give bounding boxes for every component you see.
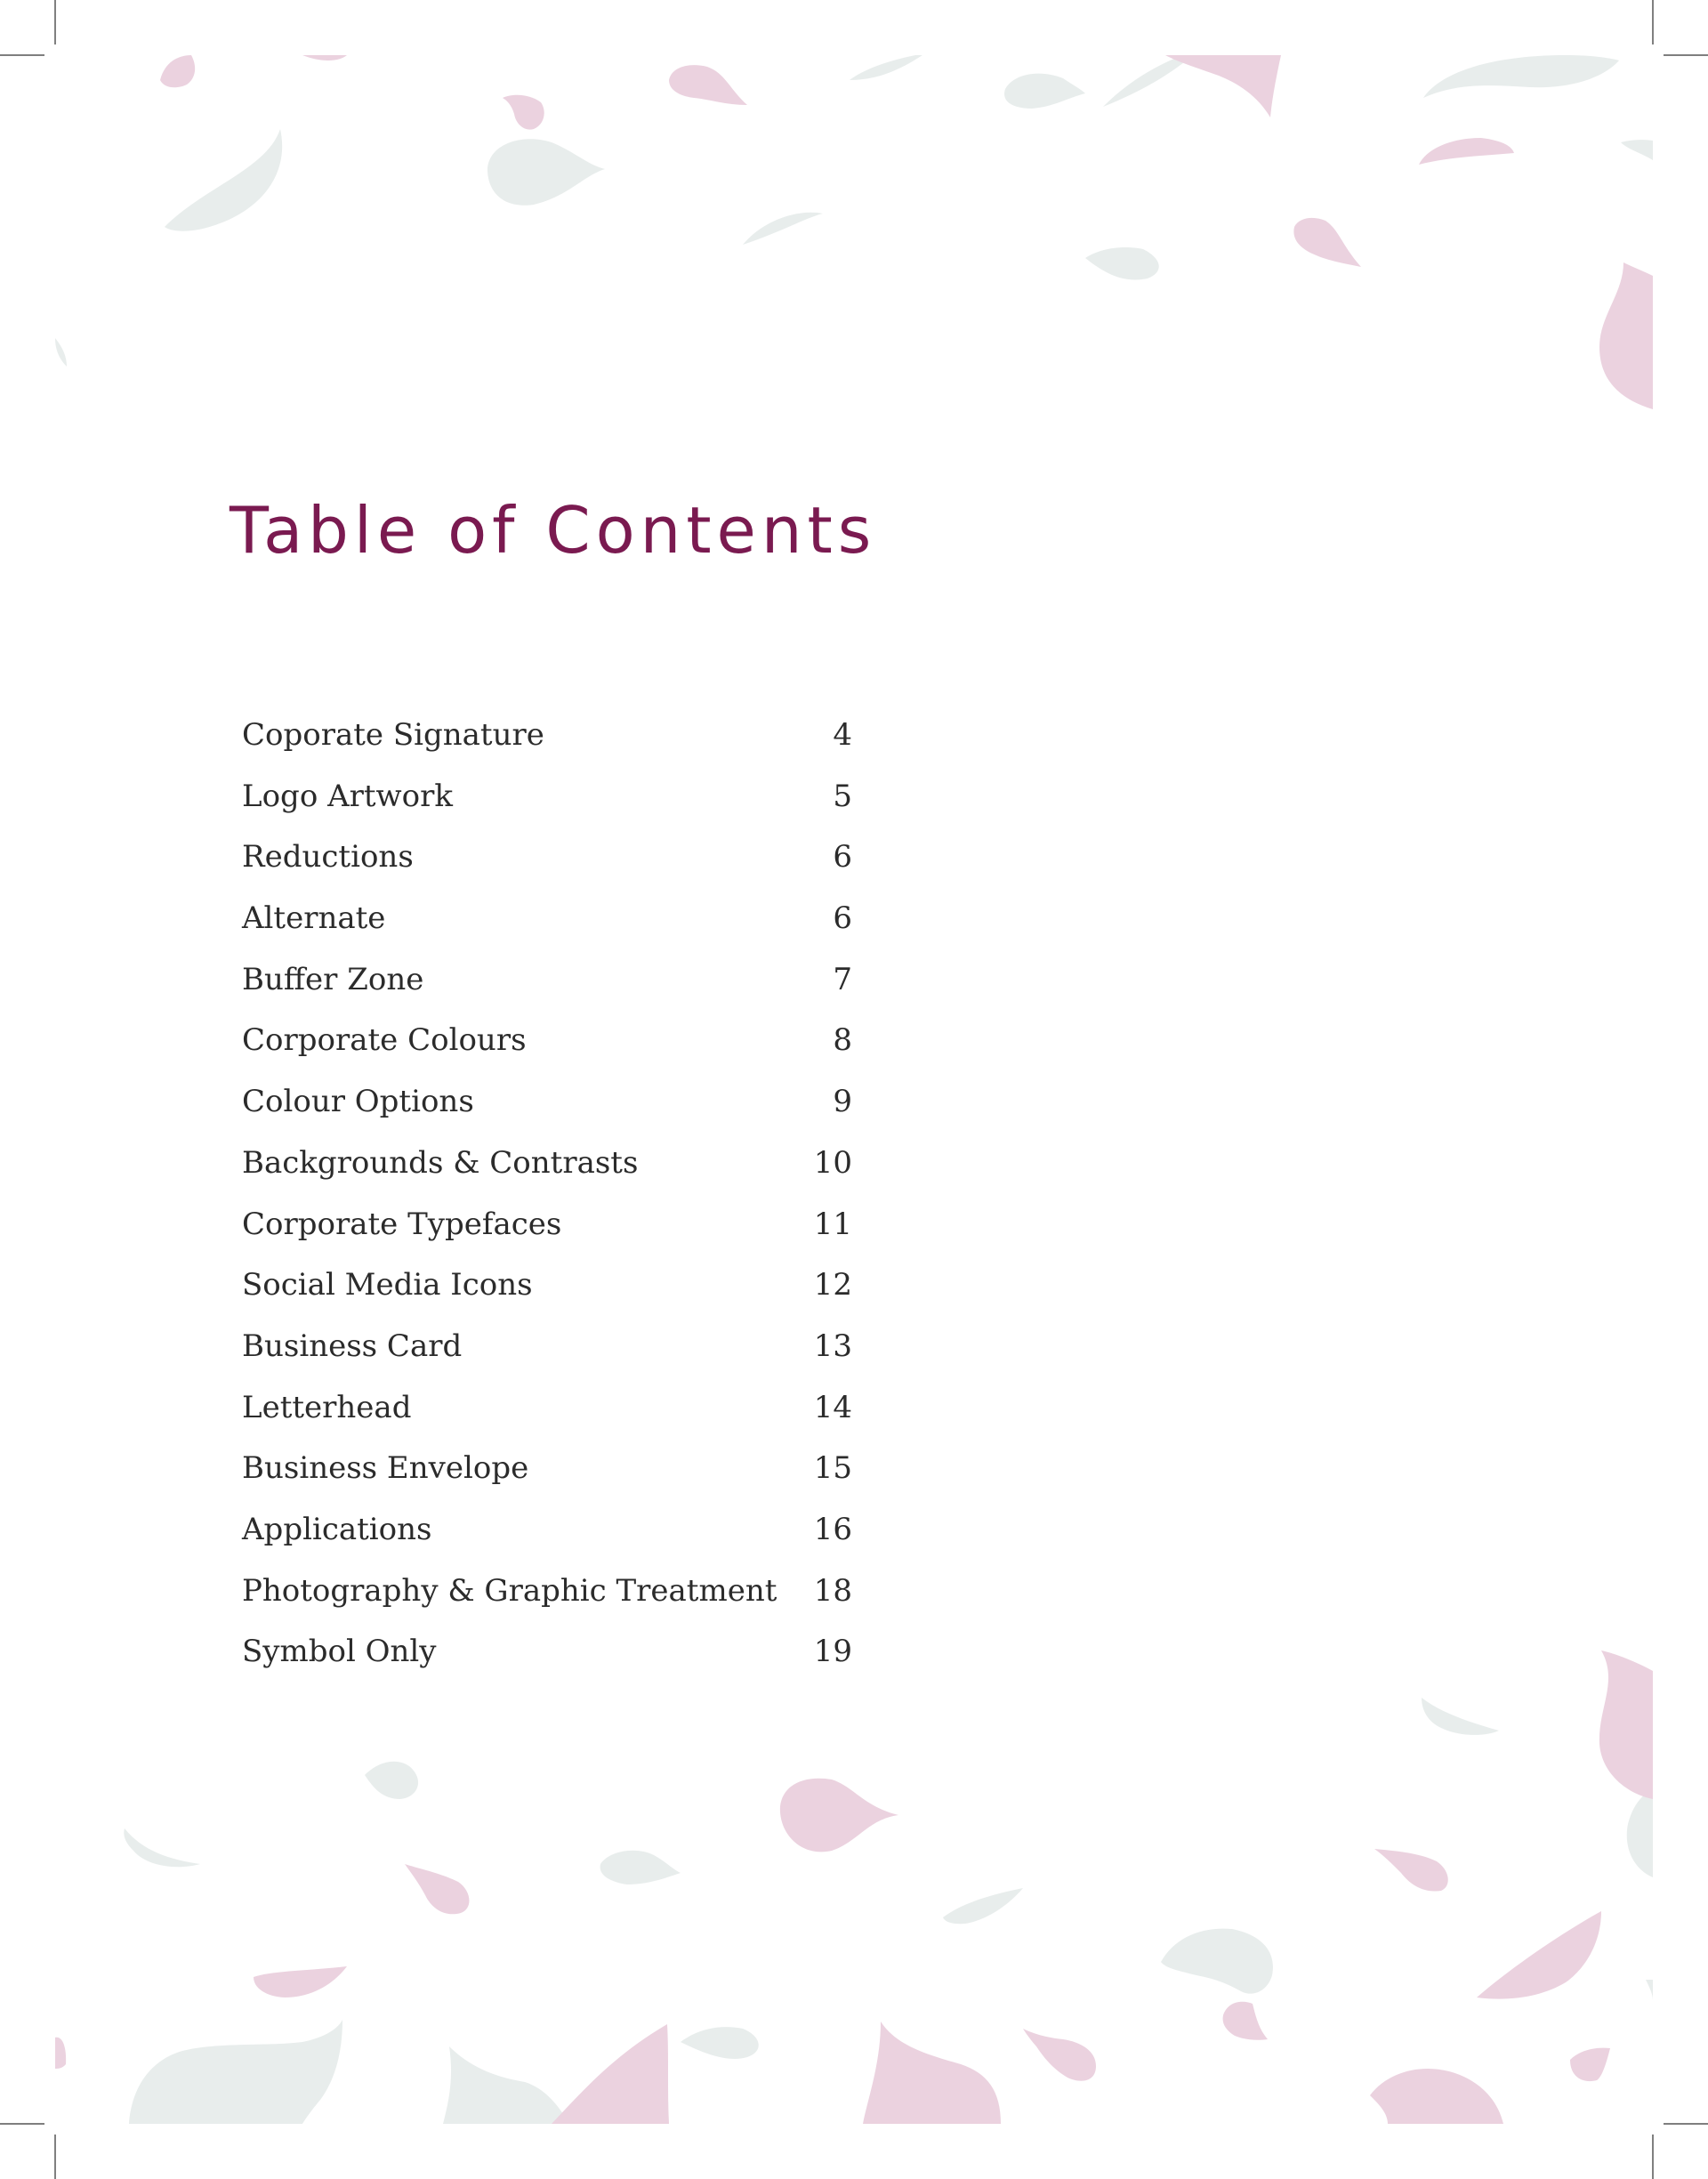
toc-page-number: 6 <box>833 900 852 937</box>
toc-entry-title: Social Media Icons <box>242 1267 533 1303</box>
toc-row[interactable] <box>242 773 852 835</box>
table-of-contents <box>242 712 852 1690</box>
toc-entry-title: Coporate Signature <box>242 717 544 753</box>
toc-entry-title: Alternate <box>242 900 386 937</box>
toc-page-number: 18 <box>813 1572 852 1609</box>
toc-page-number: 13 <box>813 1328 852 1364</box>
toc-row[interactable] <box>242 1201 852 1263</box>
toc-row[interactable] <box>242 1384 852 1446</box>
toc-page-number: 11 <box>813 1206 852 1242</box>
toc-row[interactable] <box>242 1262 852 1323</box>
toc-row[interactable] <box>242 895 852 956</box>
toc-entry-title: Applications <box>242 1511 432 1547</box>
toc-page-number: 15 <box>813 1450 852 1487</box>
toc-page-number: 12 <box>813 1267 852 1303</box>
toc-row[interactable] <box>242 712 852 773</box>
toc-row[interactable] <box>242 834 852 895</box>
toc-page-number: 8 <box>833 1022 852 1059</box>
toc-entry-title: Business Card <box>242 1328 463 1364</box>
toc-entry-title: Colour Options <box>242 1084 474 1120</box>
bottom-petals <box>55 1650 1653 2124</box>
toc-row[interactable] <box>242 956 852 1018</box>
toc-page-number: 16 <box>813 1511 852 1547</box>
toc-page-number: 7 <box>833 961 852 997</box>
toc-entry-title: Buffer Zone <box>242 961 424 997</box>
toc-entry-title: Symbol Only <box>242 1634 437 1670</box>
toc-page-number: 14 <box>813 1389 852 1425</box>
toc-page-number: 5 <box>833 778 852 814</box>
toc-entry-title: Backgrounds & Contrasts <box>242 1144 639 1181</box>
toc-row[interactable] <box>242 1445 852 1506</box>
toc-row[interactable] <box>242 1140 852 1201</box>
toc-row[interactable] <box>242 1628 852 1690</box>
toc-entry-title: Reductions <box>242 839 414 876</box>
toc-row[interactable] <box>242 1078 852 1140</box>
toc-entry-title: Letterhead <box>242 1389 412 1425</box>
top-petals <box>55 49 1653 409</box>
toc-row[interactable] <box>242 1323 852 1384</box>
toc-page-number: 10 <box>813 1144 852 1181</box>
toc-entry-title: Photography & Graphic Treatment <box>242 1572 777 1609</box>
toc-entry-title: Corporate Colours <box>242 1022 527 1059</box>
toc-page-number: 6 <box>833 839 852 876</box>
toc-entry-title: Corporate Typefaces <box>242 1206 562 1242</box>
toc-entry-title: Business Envelope <box>242 1450 529 1487</box>
toc-entry-title: Logo Artwork <box>242 778 453 814</box>
toc-page-number: 19 <box>813 1634 852 1670</box>
page-title: Table of Contents <box>230 493 877 568</box>
toc-page-number: 9 <box>833 1084 852 1120</box>
toc-row[interactable] <box>242 1017 852 1078</box>
toc-row[interactable] <box>242 1568 852 1629</box>
toc-page-number: 4 <box>833 717 852 753</box>
toc-row[interactable] <box>242 1506 852 1568</box>
